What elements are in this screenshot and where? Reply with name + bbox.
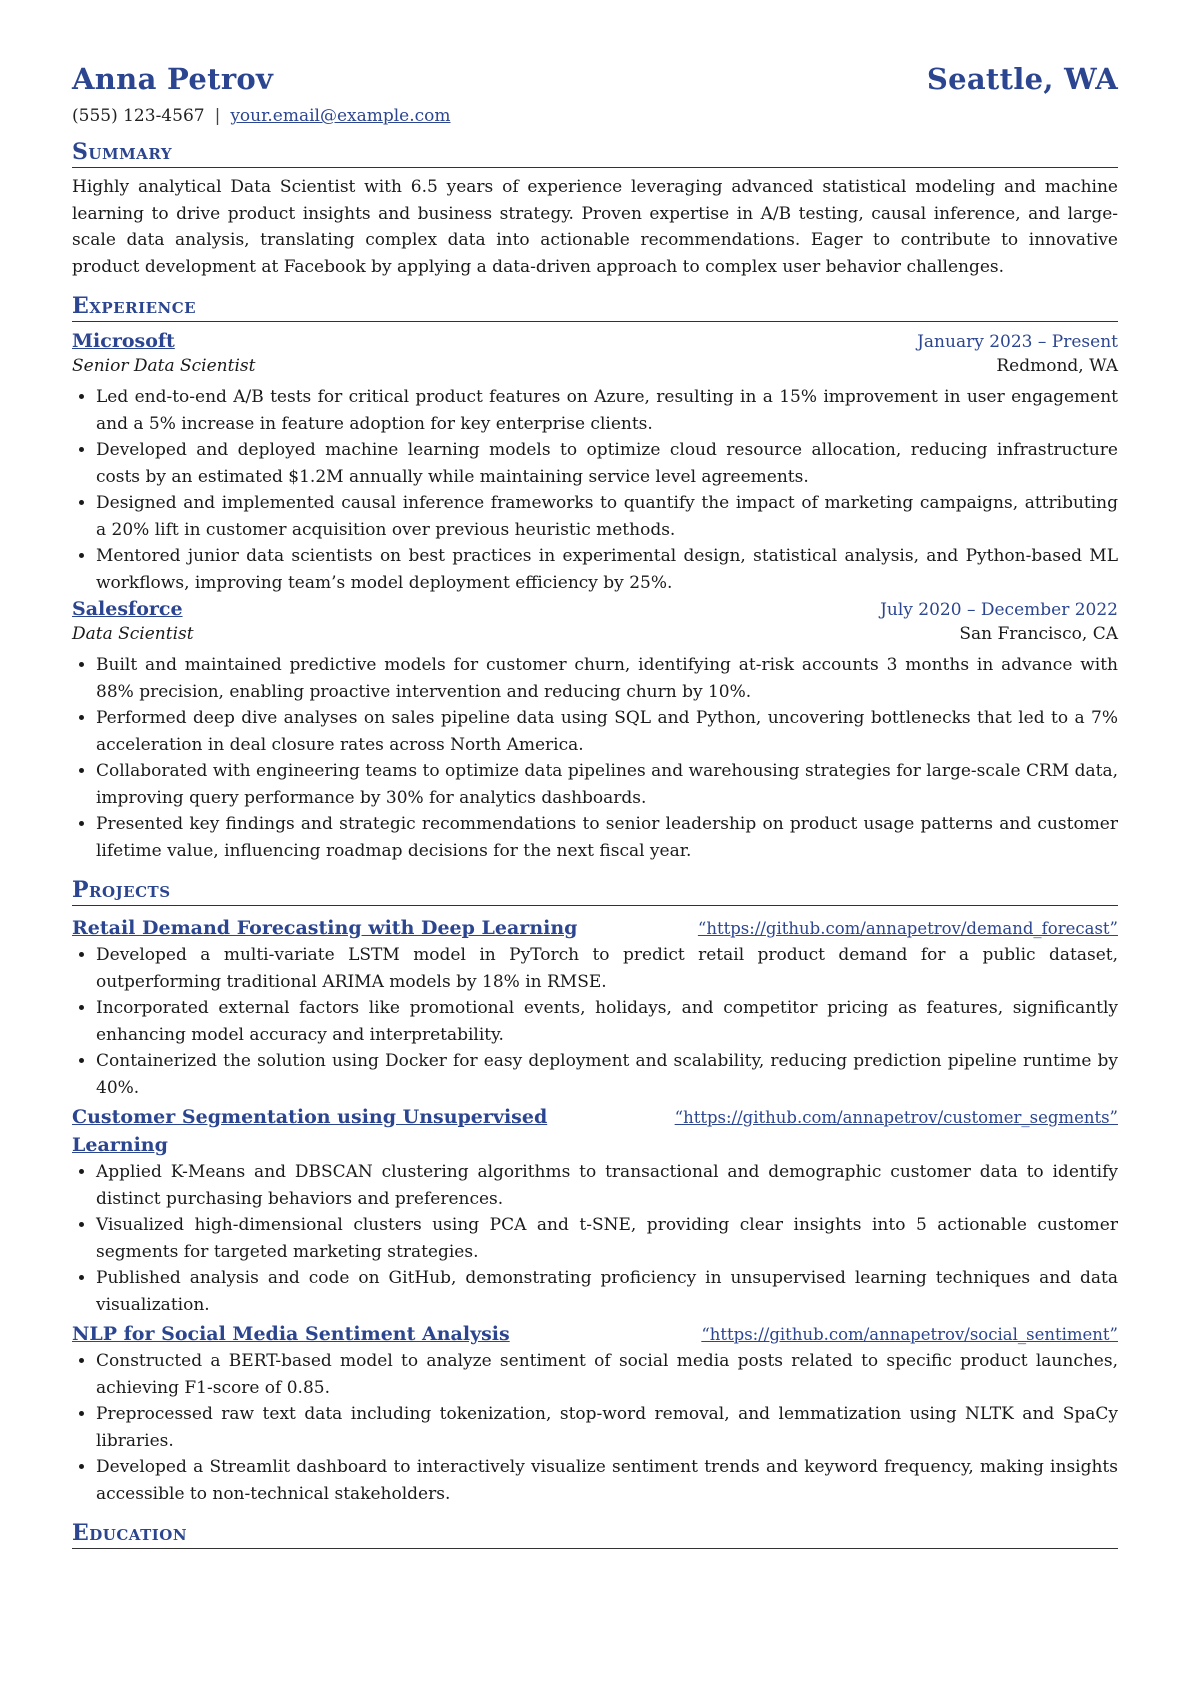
company-link[interactable]: Salesforce bbox=[72, 598, 183, 620]
candidate-location: Seattle, WA bbox=[926, 62, 1118, 96]
bullet-item: • Performed deep dive analyses on sales pipeline data using SQL and Python, uncovering bottlenecks that led to a 7% acceleration in deal closure rates across North America. bbox=[96, 705, 1118, 758]
section-title-projects: Projects bbox=[72, 876, 1118, 906]
project-bullets bbox=[72, 942, 1118, 1101]
experience-entry bbox=[72, 598, 1118, 864]
project-title-link[interactable]: Customer Segmentation using Unsupervised Learning bbox=[72, 1106, 548, 1156]
section-title-summary: Summary bbox=[72, 138, 1118, 168]
bullet-item: • Visualized high-dimensional clusters using PCA and t-SNE, providing clear insights into 5 actionable customer segments for targeted marketing strategies. bbox=[96, 1212, 1118, 1265]
bullet-item: • Developed a Streamlit dashboard to interactively visualize sentiment trends and keyword frequency, making insights accessible to non-technical stakeholders. bbox=[96, 1454, 1118, 1507]
project-entry bbox=[72, 1320, 1118, 1507]
job-role: Senior Data Scientist bbox=[72, 356, 256, 376]
project-repo-link[interactable]: “https://github.com/annapetrov/demand_forecast” bbox=[697, 919, 1118, 938]
project-title-link[interactable]: Retail Demand Forecasting with Deep Learning bbox=[72, 917, 578, 939]
header bbox=[72, 62, 1118, 96]
job-dates: July 2020 – December 2022 bbox=[880, 600, 1118, 620]
contact-separator: | bbox=[214, 106, 221, 126]
project-entry bbox=[72, 914, 1118, 1101]
project-title-link[interactable]: NLP for Social Media Sentiment Analysis bbox=[72, 1323, 510, 1345]
job-bullets bbox=[72, 652, 1118, 864]
job-role: Data Scientist bbox=[72, 624, 194, 644]
company-link[interactable]: Microsoft bbox=[72, 330, 175, 352]
job-location: San Francisco, CA bbox=[959, 624, 1118, 644]
candidate-name: Anna Petrov bbox=[72, 62, 274, 96]
bullet-item: • Presented key findings and strategic recommendations to senior leadership on product usage patterns and customer lifetime value, influencing roadmap decisions for the next fiscal year. bbox=[96, 811, 1118, 864]
job-bullets bbox=[72, 384, 1118, 596]
job-dates: January 2023 – Present bbox=[917, 332, 1118, 352]
bullet-item: • Developed and deployed machine learning models to optimize cloud resource allocation, reducing infrastructure costs by an estimated $1.2M annually while maintaining service level agreements. bbox=[96, 437, 1118, 490]
bullet-item: • Built and maintained predictive models for customer churn, identifying at-risk accounts 3 months in advance with 88% precision, enabling proactive intervention and reducing churn by 10%. bbox=[96, 652, 1118, 705]
experience-entry bbox=[72, 330, 1118, 596]
project-entry bbox=[72, 1103, 1118, 1318]
bullet-item: • Published analysis and code on GitHub, demonstrating proficiency in unsupervised learning techniques and data visualization. bbox=[96, 1265, 1118, 1318]
bullet-item: • Collaborated with engineering teams to optimize data pipelines and warehousing strategies for large-scale CRM data, improving query performance by 30% for analytics dashboards. bbox=[96, 758, 1118, 811]
contact-line bbox=[72, 106, 1118, 126]
bullet-item: • Applied K-Means and DBSCAN clustering algorithms to transactional and demographic customer data to identify distinct purchasing behaviors and preferences. bbox=[96, 1159, 1118, 1212]
bullet-item: • Constructed a BERT-based model to analyze sentiment of social media posts related to specific product launches, achieving F1-score of 0.85. bbox=[96, 1348, 1118, 1401]
job-location: Redmond, WA bbox=[996, 356, 1118, 376]
bullet-item: • Preprocessed raw text data including tokenization, stop-word removal, and lemmatization using NLTK and SpaCy libraries. bbox=[96, 1401, 1118, 1454]
phone: (555) 123-4567 bbox=[72, 106, 205, 126]
section-title-experience: Experience bbox=[72, 292, 1118, 322]
bullet-item: • Mentored junior data scientists on best practices in experimental design, statistical analysis, and Python-based ML workflows, improving team’s model deployment efficiency by 25%. bbox=[96, 543, 1118, 596]
bullet-item: • Led end-to-end A/B tests for critical product features on Azure, resulting in a 15% improvement in user engagement and a 5% increase in feature adoption for key enterprise clients. bbox=[96, 384, 1118, 437]
project-bullets bbox=[72, 1348, 1118, 1507]
project-bullets bbox=[72, 1159, 1118, 1318]
project-repo-link[interactable]: “https://github.com/annapetrov/customer_segments” bbox=[674, 1108, 1118, 1127]
email-link[interactable]: your.email@example.com bbox=[230, 106, 451, 126]
bullet-item: • Containerized the solution using Docker for easy deployment and scalability, reducing prediction pipeline runtime by 40%. bbox=[96, 1048, 1118, 1101]
project-repo-link[interactable]: “https://github.com/annapetrov/social_sentiment” bbox=[701, 1325, 1118, 1344]
bullet-item: • Designed and implemented causal inference frameworks to quantify the impact of marketing campaigns, attributing a 20% lift in customer acquisition over previous heuristic methods. bbox=[96, 490, 1118, 543]
bullet-item: • Developed a multi-variate LSTM model in PyTorch to predict retail product demand for a public dataset, outperforming traditional ARIMA models by 18% in RMSE. bbox=[96, 942, 1118, 995]
bullet-item: • Incorporated external factors like promotional events, holidays, and competitor pricing as features, significantly enhancing model accuracy and interpretability. bbox=[96, 995, 1118, 1048]
summary-text: Highly analytical Data Scientist with 6.5 years of experience leveraging advanced statistical modeling and machine learning to drive product insights and business strategy. Proven expertise in A/B testing, causal inference, and large-scale data analysis, translating complex data into actionable recommendations. Eager to contribute to innovative product development at Facebook by applying a data-driven approach to complex user behavior challenges. bbox=[72, 177, 1118, 277]
section-title-education: Education bbox=[72, 1519, 1118, 1549]
